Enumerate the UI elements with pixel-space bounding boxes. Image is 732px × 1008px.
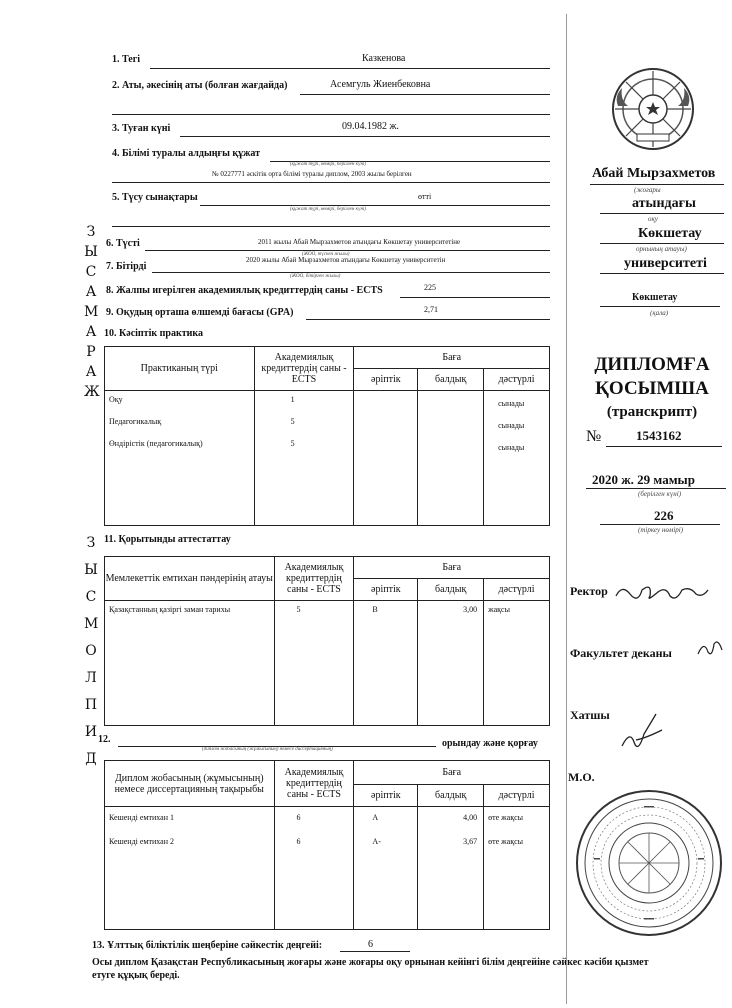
- table-cell: 5: [296, 605, 301, 614]
- side-letter: З: [86, 535, 96, 551]
- rp-line-1: [590, 184, 724, 185]
- credits-total-label: 8. Жалпы игерілген академиялық кредиттердің саны - ECTS: [106, 285, 383, 296]
- enrolled-hint: (ЖОО, түскен жылы): [302, 252, 350, 257]
- graduated-line: [152, 272, 550, 273]
- practice-points-cell: [418, 391, 484, 526]
- thesis-header-topic: Диплом жобасының (жұмысының) немесе диссертацияның тақырыбы: [105, 761, 275, 807]
- gpa-label: 9. Оқудың орташа өлшемді бағасы (GPA): [106, 307, 294, 318]
- side-letter: М: [84, 304, 99, 320]
- table-cell: А-: [372, 837, 381, 846]
- entrance-line: [200, 205, 550, 206]
- side-letter: О: [85, 643, 97, 659]
- rp-hint-1: (жоғары: [634, 186, 661, 194]
- reg-hint: (тіркеу нөмірі): [638, 526, 684, 534]
- footer-text: Осы диплом Қазақстан Республикасының жоғары және жоғары оқу орнынан кейінгі білім деңгейіне сәйкес кәсіби қызмет етуге құқық береді.: [92, 957, 649, 981]
- table-cell: 6: [296, 813, 301, 822]
- table-cell: 4,00: [463, 813, 478, 822]
- table-cell: 3,67: [463, 837, 478, 846]
- birthdate-label: 3. Туған күні: [112, 123, 171, 134]
- entrance-line-2: [112, 226, 550, 227]
- practice-header-type: Практиканың түрі: [105, 347, 255, 391]
- side-letter: Ж: [84, 384, 100, 400]
- enrolled-line: [145, 250, 550, 251]
- thesis-header-grade: Баға: [354, 761, 550, 785]
- side-letter: Р: [86, 344, 96, 360]
- attestation-header-subject: Мемлекеттік емтихан пәндерінің атауы: [105, 557, 275, 601]
- thesis-hint: (диплом жобасының (жұмысының) немесе диссертацияның): [202, 747, 333, 752]
- university-name-1: Абай Мырзахметов: [592, 166, 716, 181]
- registration-number: 226: [654, 508, 674, 523]
- secretary-signature-icon: [616, 710, 666, 760]
- side-letter: Ы: [84, 562, 98, 578]
- rector-signature-icon: [612, 580, 712, 606]
- thesis-header-points: балдық: [418, 785, 484, 807]
- city-hint: (қала): [650, 309, 669, 317]
- side-word-top: [84, 222, 98, 402]
- city-line: [600, 306, 720, 307]
- table-cell: Өндірістік (педагогикалық): [109, 439, 203, 448]
- table-cell: 5: [290, 417, 295, 426]
- attestation-label: 11. Қорытынды аттестаттау: [104, 534, 231, 545]
- university-name-2: атындағы: [632, 196, 696, 211]
- dean-signature-icon: [696, 636, 726, 662]
- surname-value: Казкенова: [362, 53, 406, 64]
- rp-line-2: [600, 213, 724, 214]
- rp-line-3: [600, 243, 724, 244]
- side-letter: С: [85, 264, 97, 280]
- side-letter: М: [84, 616, 99, 632]
- number-sign: №: [586, 428, 602, 445]
- issue-date: 2020 ж. 29 мамыр: [592, 472, 695, 487]
- rp-hint-3: орнының атауы): [636, 245, 687, 253]
- table-cell: Педагогикалық: [109, 417, 162, 426]
- thesis-header-letter: әріптік: [354, 785, 418, 807]
- practice-header-grade: Баға: [354, 347, 550, 369]
- reg-line: [600, 524, 720, 525]
- date-line: [586, 488, 726, 489]
- practice-credits-cell: [254, 391, 354, 526]
- title-3: (транскрипт): [606, 404, 698, 420]
- thesis-tail: орындау және қорғау: [442, 738, 538, 749]
- stamp-place-label: М.О.: [568, 770, 595, 784]
- thesis-credits-cell: [274, 807, 354, 930]
- qualification-label: 13. Ұлттық біліктілік шеңберіне сәйкестік деңгейі:: [92, 940, 323, 951]
- practice-names-cell: [105, 391, 255, 526]
- prev-doc-label: 4. Білімі туралы алдыңғы құжат: [112, 148, 261, 159]
- practice-traditional-cell: [484, 391, 550, 526]
- table-cell: А: [372, 813, 379, 822]
- attestation-header-points: балдық: [418, 579, 484, 601]
- table-cell: жақсы: [488, 605, 510, 614]
- table-cell: 6: [296, 837, 301, 846]
- table-cell: өте жақсы: [488, 837, 524, 846]
- rp-hint-2: оқу: [648, 215, 658, 223]
- table-cell: өте жақсы: [488, 813, 524, 822]
- graduated-hint: (ЖОО, бітірген жылы): [290, 274, 341, 279]
- surname-label: 1. Тегі: [112, 54, 141, 65]
- gpa-line: [306, 319, 550, 320]
- attestation-header-letter: әріптік: [354, 579, 418, 601]
- side-letter: Ы: [84, 244, 98, 260]
- prev-doc-value: № 0227771 әскітік орта білімі туралы диплом, 2003 жылы берілген: [212, 170, 412, 178]
- entrance-value: өтті: [418, 192, 432, 201]
- practice-table: [104, 346, 550, 526]
- birthdate-value: 09.04.1982 ж.: [342, 121, 399, 132]
- title-2: ҚОСЫМША: [595, 378, 709, 399]
- state-emblem-icon: [610, 66, 696, 152]
- city: Көкшетау: [632, 292, 678, 303]
- entrance-hint: (құжат түрі, нөмірі, берілген күні): [290, 207, 366, 212]
- qualification-value: 6: [368, 939, 373, 950]
- practice-header-traditional: дәстүрлі: [484, 369, 550, 391]
- side-letter: Д: [85, 751, 97, 767]
- enrolled-label: 6. Түсті: [106, 238, 140, 249]
- side-letter: А: [85, 284, 97, 300]
- table-cell: Оқу: [109, 395, 123, 404]
- divider: [566, 14, 567, 1004]
- table-cell: сынады: [498, 399, 525, 408]
- thesis-traditional-cell: [484, 807, 550, 930]
- university-name-3: Көкшетау: [638, 226, 702, 241]
- side-letter: П: [84, 697, 98, 713]
- rector-label: Ректор: [570, 584, 608, 598]
- qualification-line: [340, 951, 410, 952]
- thesis-points-cell: [418, 807, 484, 930]
- table-cell: Кешенді емтихан 2: [109, 837, 174, 846]
- thesis-label: 12.: [98, 734, 111, 745]
- thesis-letter-cell: [354, 807, 418, 930]
- secretary-label: Хатшы: [570, 708, 610, 722]
- attestation-table: [104, 556, 550, 726]
- side-letter: З: [86, 224, 96, 240]
- title-1: ДИПЛОМҒА: [594, 354, 710, 375]
- prev-doc-line-2: [112, 182, 550, 183]
- birthdate-line: [180, 136, 550, 137]
- thesis-header-traditional: дәстүрлі: [484, 785, 550, 807]
- official-stamp-icon: [574, 788, 724, 938]
- thesis-table: [104, 760, 550, 930]
- attestation-header-traditional: дәстүрлі: [484, 579, 550, 601]
- credits-total-line: [400, 297, 550, 298]
- side-letter: А: [85, 324, 97, 340]
- table-row: [105, 601, 550, 726]
- graduated-label: 7. Бітірді: [106, 261, 147, 272]
- thesis-header-credits: Академиялық кредиттердің саны - ECTS: [274, 761, 354, 807]
- credits-total-value: 225: [424, 283, 436, 292]
- entrance-label: 5. Түсу сынақтары: [112, 192, 198, 203]
- side-word-bottom: [84, 530, 98, 773]
- side-letter: Л: [85, 670, 97, 686]
- side-letter: С: [85, 589, 97, 605]
- attestation-header-grade: Баға: [354, 557, 550, 579]
- graduated-value: 2020 жылы Абай Мырзахметов атындағы Көкшетау университетін: [246, 256, 446, 264]
- number-line: [606, 446, 722, 447]
- table-cell: Кешенді емтихан 1: [109, 813, 174, 822]
- table-cell: сынады: [498, 443, 525, 452]
- name-label: 2. Аты, әкесінің аты (болған жағдайда): [112, 80, 288, 91]
- gpa-value: 2,71: [424, 305, 438, 314]
- table-cell: 5: [290, 439, 295, 448]
- table-cell: 3,00: [463, 605, 478, 614]
- surname-line: [150, 68, 550, 69]
- enrolled-value: 2011 жылы Абай Мырзахметов атындағы Көкшетау университетіне: [258, 238, 461, 246]
- name-value: Асемгуль Жиенбековна: [330, 79, 431, 90]
- table-cell: В: [372, 605, 378, 614]
- table-cell: 1: [290, 395, 295, 404]
- practice-label: 10. Кәсіптік практика: [104, 328, 203, 339]
- thesis-names-cell: [105, 807, 275, 930]
- practice-header-letter: әріптік: [354, 369, 418, 391]
- attestation-header-credits: Академиялық кредиттердің саны - ECTS: [274, 557, 354, 601]
- practice-header-points: балдық: [418, 369, 484, 391]
- side-letter: А: [85, 364, 97, 380]
- practice-letter-cell: [354, 391, 418, 526]
- dean-label: Факультет деканы: [570, 646, 672, 660]
- table-cell: сынады: [498, 421, 525, 430]
- practice-header-credits: Академиялық кредиттердің саны - ECTS: [254, 347, 354, 391]
- transcript-number: 1543162: [636, 428, 682, 443]
- side-letter: И: [84, 724, 98, 740]
- table-cell: Қазақстанның қазіргі заман тарихы: [109, 605, 231, 614]
- name-line-2: [112, 114, 550, 115]
- date-hint: (берілген күні): [638, 490, 682, 498]
- prev-doc-hint: (құжат түрі, нөмірі, берілген күні): [290, 162, 366, 167]
- name-line: [300, 94, 550, 95]
- university-name-4: университеті: [624, 256, 707, 271]
- rp-line-4: [600, 273, 724, 274]
